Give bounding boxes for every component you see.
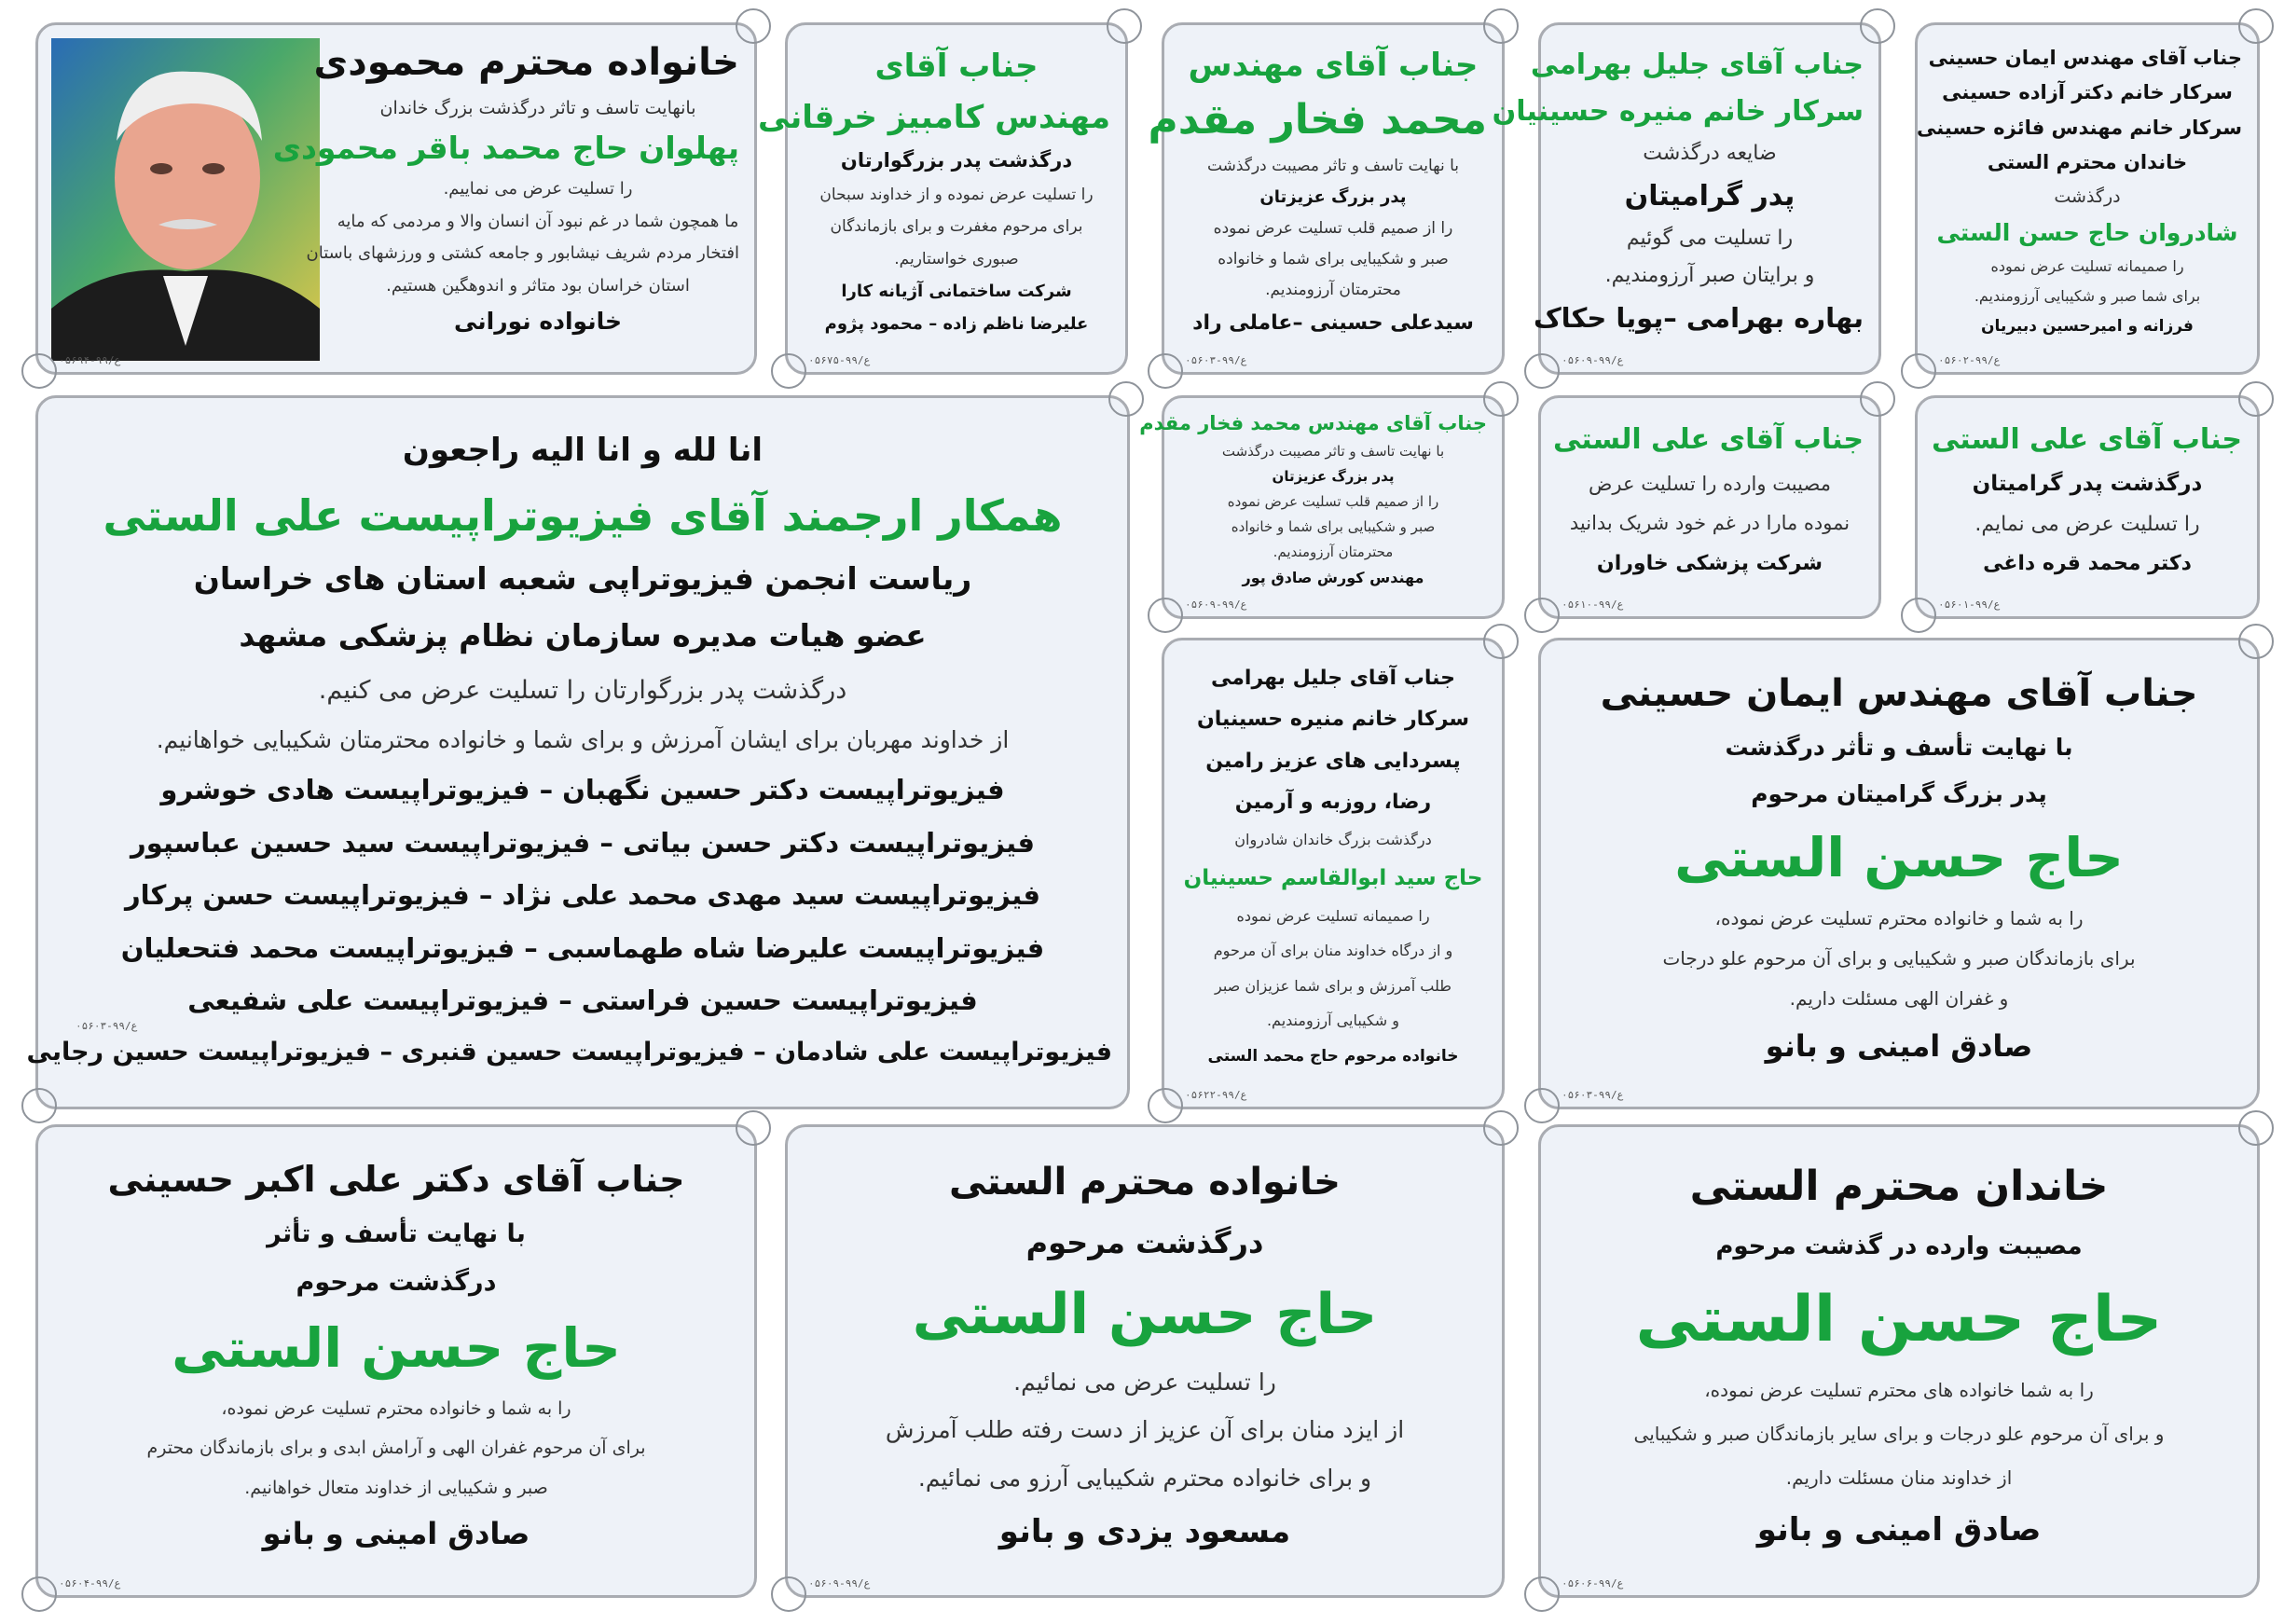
notice-code: ع/۹۹-۰۵۶۰۶	[1562, 1577, 1624, 1590]
deceased-name: پهلوان حاج محمد باقر محمودی	[272, 130, 739, 167]
notice-signature: صادق امینی و بانو	[1765, 1027, 2033, 1064]
notice-title: جناب آقای دکتر علی اکبر حسینی	[107, 1159, 685, 1200]
notice-text: و برایتان صبر آرزومندیم.	[1604, 264, 1815, 288]
notice-physio-association	[26, 395, 1130, 1109]
notice-text: محترمتان آرزومندیم.	[1265, 281, 1401, 300]
notice-title: انا لله و انا الیه راجعون	[402, 432, 764, 470]
notice-text: پدر بزرگ عزیزتان	[1259, 186, 1407, 207]
notice-text: را به شما و خانواده محترم تسلیت عرض نموده،	[1714, 906, 2084, 929]
notice-mahmoudi	[35, 22, 757, 375]
notice-text: را صمیمانه تسلیت عرض نموده	[1236, 907, 1430, 926]
notice-code: ع/۹۹-۰۵۶۲۲	[1185, 1089, 1247, 1101]
notice-code: ع/۹۹-۰۵۶۰۳	[1562, 1089, 1624, 1101]
notice-signature: مهندس کورش صادق پور	[1242, 568, 1424, 586]
recipient-name: سرکار خانم مهندس فائزه حسینی	[1917, 116, 2242, 139]
notice-text: را تسلیت عرض می نماییم.	[443, 179, 633, 200]
recipient-name: سرکار خانم دکتر آزاده حسینی	[1942, 81, 2233, 104]
notice-signature: فیزیوتراپیست دکتر حسن بیاتی – فیزیوتراپیست سید حسین عباسپور	[131, 826, 1035, 859]
notice-signature: فیزیوتراپیست سید مهدی محمد علی نژاد – فیزیوتراپیست حسن پرکار	[124, 879, 1041, 912]
notice-text: استان خراسان بود متاثر و اندوهگین هستیم.	[386, 275, 690, 296]
notice-text: پدر بزرگ عزیزتان	[1272, 468, 1395, 486]
notice-text: و برای آن مرحوم علو درجات و برای سایر بازماندگان صبر و شکیبایی	[1633, 1423, 2165, 1446]
notice-iman-big	[1538, 638, 2260, 1109]
recipient-name: مهندس کامبیز خرقانی	[758, 98, 1110, 136]
notice-text: ما همچون شما در غم نبود آن انسان والا و مردمی که مایه	[337, 211, 739, 231]
notice-signature: دکتر محمد قره داغی	[1983, 552, 2192, 576]
recipient-name: محمد فخار مقدم	[1148, 96, 1487, 145]
notice-title: جناب آقای مهندس ایمان حسینی	[1928, 46, 2242, 69]
notice-code: ع/۹۹-۰۵۶۰۱	[1938, 599, 2001, 611]
recipient-name: همکار ارجمند آقای فیزیوتراپیست علی الستی	[103, 489, 1063, 541]
recipient-name: رضا، روزبه و آرمین	[1234, 790, 1432, 814]
notice-signature: فرزانه و امیرحسین دبیریان	[1981, 317, 2194, 337]
notice-text: و برای خانواده محترم شکیبایی آرزو می نمائیم.	[917, 1464, 1372, 1492]
notice-text: و غفران الهی مسئلت داریم.	[1789, 987, 2009, 1011]
notice-text: برای شما صبر و شکیبایی آرزومندیم.	[1974, 286, 2201, 305]
notice-signature: فیزیوتراپیست علی شادمان – فیزیوتراپیست حسین قنبری – فیزیوتراپیست حسین رجایی	[26, 1037, 1112, 1067]
notice-text: صبوری خواستاریم.	[894, 249, 1019, 268]
notice-text: برای بازماندگان صبر و شکیبایی و برای آن مرحوم علو درجات	[1662, 947, 2136, 970]
notice-text: را تسلیت عرض نموده و از خداوند سبحان	[819, 186, 1094, 205]
notice-text: از ایزد منان برای آن عزیز از دست رفته طلب آمرزش	[885, 1416, 1405, 1444]
notice-iman-top	[1915, 22, 2260, 375]
notice-title: جناب آقای مهندس	[1188, 46, 1479, 84]
notice-signature: خانواده نورانی	[453, 308, 623, 336]
notice-text: با نهایت تأسف و تأثر درگذشت	[1725, 734, 2073, 762]
notice-khandan	[1538, 1124, 2260, 1598]
notice-title: جناب آقای مهندس محمد فخار مقدم	[1139, 412, 1487, 435]
notice-title: جناب آقای جلیل بهرامی	[1211, 667, 1455, 691]
notice-text: ضایعه درگذشت	[1643, 141, 1777, 165]
notice-text: از خداوند مهربان برای ایشان آمرزش و برای شما و خانواده محترمتان شکیبایی خواهانیم.	[156, 725, 1010, 753]
notice-signature: صادق امینی و بانو	[1756, 1511, 2042, 1549]
notice-signature: فیزیوتراپیست حسین فراستی – فیزیوتراپیست علی شفیعی	[187, 984, 978, 1017]
notice-text: از خداوند منان مسئلت داریم.	[1785, 1466, 2013, 1490]
notice-signature: خانواده مرحوم حاج محمد الستی	[1207, 1046, 1459, 1066]
notice-code: ع/۹۹-۰۵۶۹۴	[59, 354, 121, 366]
notice-ali-gharedaghi	[1915, 395, 2260, 619]
notice-text: را از صمیم قلب تسلیت عرض نموده	[1213, 219, 1453, 239]
notice-kharghani	[758, 22, 1128, 375]
notice-title: جناب آقای علی الستی	[1931, 422, 2242, 456]
notice-code: ع/۹۹-۰۵۶۷۵	[808, 354, 871, 366]
portrait-photo	[51, 38, 320, 361]
notice-text: صبر و شکیبایی برای شما و خانواده	[1218, 250, 1449, 269]
notice-text: با نهایت تاسف و تاثر مصیبت درگذشت	[1221, 443, 1445, 461]
notice-code: ع/۹۹-۰۵۶۰۹	[1562, 354, 1624, 366]
notice-code: ع/۹۹-۰۵۶۰۹	[1185, 599, 1247, 611]
notice-bahrami-mid	[1162, 638, 1505, 1109]
recipient-name: سرکار خانم منیره حسینیان	[1196, 708, 1470, 732]
notice-text: را از صمیم قلب تسلیت عرض نموده	[1227, 493, 1439, 511]
notice-text: صبر و شکیبایی برای شما و خانواده	[1231, 518, 1436, 535]
notice-yazdi	[785, 1124, 1505, 1598]
notice-text: افتخار مردم شریف نیشابور و جامعه کشتی و ورزشهای باستان	[306, 243, 739, 264]
notice-text: با نهایت تاسف و تاثر مصیبت درگذشت	[1206, 156, 1460, 175]
recipient-name: سرکار خانم منیره حسینیان	[1492, 94, 1864, 128]
notice-fakhar-small	[1139, 395, 1505, 619]
notice-text: درگذشت	[2054, 186, 2121, 207]
deceased-name: حاج سید ابوالقاسم حسینیان	[1183, 866, 1483, 890]
notice-text: مصیبت وارده را تسلیت عرض	[1589, 473, 1831, 496]
notice-signature: شرکت ساختمانی آژیانه کارا	[841, 281, 1072, 301]
notice-text: درگذشت پدر بزرگوارتان	[840, 149, 1073, 172]
notice-signature: صادق امینی و بانو	[262, 1516, 530, 1552]
deceased-name: حاج حسن الستی	[912, 1281, 1378, 1347]
notice-text: درگذشت پدر بزرگوارتان را تسلیت عرض می کنیم.	[318, 675, 847, 705]
notice-signature: مسعود یزدی و بانو	[998, 1512, 1291, 1550]
notice-code: ع/۹۹-۰۵۶۰۲	[1938, 354, 2001, 366]
notice-text: را صمیمانه تسلیت عرض نموده	[1990, 257, 2184, 275]
notice-bahrami-top	[1492, 22, 1881, 375]
notice-text: مصیبت وارده در گذشت مرحوم	[1715, 1232, 2083, 1260]
notice-text: عضو هیات مدیره سازمان نظام پزشکی مشهد	[239, 617, 927, 654]
notice-text: پدر گرامیتان	[1624, 179, 1796, 213]
notice-signature: سیدعلی حسینی –عاملی راد	[1192, 311, 1474, 336]
notice-text: نموده مارا در غم خود شریک بدانید	[1569, 512, 1851, 535]
deceased-name: حاج حسن الستی	[1674, 825, 2124, 889]
notice-text: برای مرحوم مغفرت و برای بازماندگان	[830, 217, 1083, 237]
notice-fakhar	[1148, 22, 1505, 375]
deceased-name: شادروان حاج حسن الستی	[1936, 218, 2238, 246]
notice-text: را تسلیت عرض می نمایم.	[1974, 512, 2200, 536]
notice-text: درگذشت مرحوم	[1025, 1224, 1264, 1260]
notice-text: را تسلیت می گوئیم	[1626, 226, 1794, 250]
notice-code: ع/۹۹-۰۵۶۰۹	[808, 1577, 871, 1590]
notice-signature: فیزیوتراپیست دکتر حسین نگهبان – فیزیوتراپیست هادی خوشرو	[160, 774, 1005, 806]
notice-text: صبر و شکیبایی از خداوند متعال خواهانیم.	[244, 1477, 548, 1498]
notice-title: جناب آقای	[874, 48, 1039, 86]
notice-text: درگذشت مرحوم	[296, 1267, 497, 1297]
notice-code: ع/۹۹-۰۵۶۰۳	[76, 1020, 138, 1032]
notice-text: و شکیبایی آرزومندیم.	[1266, 1011, 1400, 1029]
notice-text: طلب آمرزش و برای شما عزیزان صبر	[1215, 976, 1452, 995]
deceased-name: حاج حسن الستی	[1635, 1283, 2163, 1357]
notice-code: ع/۹۹-۰۵۶۰۴	[59, 1577, 121, 1590]
notice-aliakbar	[35, 1124, 757, 1598]
notice-ali-khavaran	[1538, 395, 1881, 619]
notice-title: جناب آقای مهندس ایمان حسینی	[1600, 671, 2198, 715]
notice-text: ریاست انجمن فیزیوتراپی شعبه استان های خراسان	[193, 560, 972, 598]
notice-text: بانهایت تاسف و تاثر درگذشت بزرگ خاندان	[379, 97, 696, 118]
notice-text: محترمتان آرزومندیم.	[1273, 543, 1394, 560]
notice-text: را به شما و خانواده محترم تسلیت عرض نموده،	[221, 1397, 571, 1419]
recipient-name: خاندان محترم الستی	[1987, 151, 2188, 174]
deceased-name: حاج حسن الستی	[172, 1315, 621, 1380]
notice-title: جناب آقای جلیل بهرامی	[1530, 48, 1864, 81]
notice-text: و از درگاه خداوند منان برای آن مرحوم	[1213, 942, 1453, 960]
notice-signature: علیرضا ناظم زاده – محمود پژوم	[824, 314, 1089, 335]
notice-title: خاندان محترم الستی	[1689, 1162, 2109, 1210]
notice-code: ع/۹۹-۰۵۶۰۳	[1185, 354, 1247, 366]
notice-text: پدر بزرگ گرامیتان مرحوم	[1751, 779, 2047, 807]
recipient-name: پسردایی های عزیز رامین	[1205, 749, 1461, 773]
notice-title: جناب آقای علی الستی	[1552, 423, 1864, 457]
notice-signature: بهاره بهرامی –پویا حکاک	[1533, 302, 1864, 335]
notice-text: درگذشت بزرگ خاندان شادروان	[1234, 830, 1432, 848]
notice-text: برای آن مرحوم غفران الهی و آرامش ابدی و برای بازماندگان محترم	[146, 1438, 646, 1459]
notice-text: درگذشت پدر گرامیتان	[1972, 471, 2203, 496]
notice-code: ع/۹۹-۰۵۶۱۰	[1562, 599, 1624, 611]
notice-title: خانواده محترم محمودی	[313, 41, 739, 85]
notice-title: خانواده محترم الستی	[949, 1161, 1341, 1204]
notice-signature: شرکت پزشکی خاوران	[1596, 551, 1823, 575]
notice-signature: فیزیوتراپیست علیرضا شاه طهماسبی – فیزیوتراپیست محمد فتحعلیان	[120, 931, 1045, 964]
notice-text: را به شما خانواده های محترم تسلیت عرض نموده،	[1704, 1378, 2094, 1401]
notice-text: با نهایت تأسف و تأثر	[267, 1218, 526, 1248]
notice-text: را تسلیت عرض می نمائیم.	[1013, 1368, 1276, 1396]
